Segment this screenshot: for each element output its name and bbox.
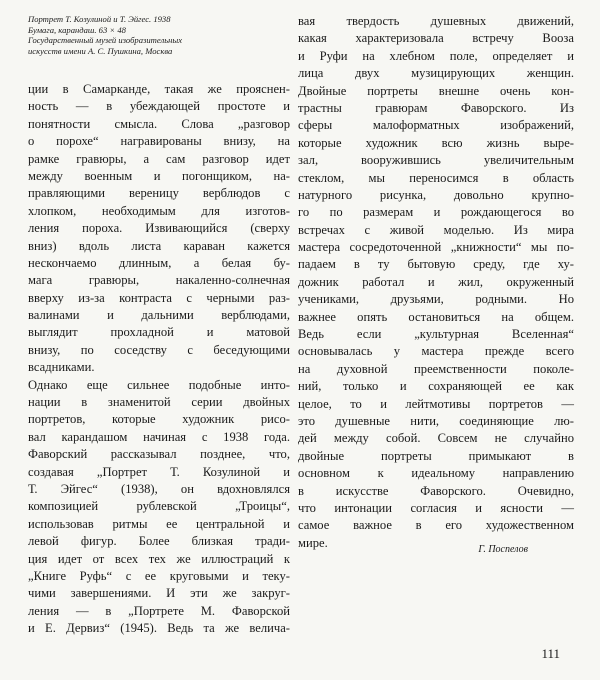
text-line: левой фигур. Более близкая тради-	[28, 534, 290, 549]
text-line: ция идет от всех тех же иллюстраций к	[28, 551, 290, 566]
text-line: учениками, друзьями, родными. Но	[298, 292, 574, 307]
text-line: ления пороха. Извивающийся (сверху	[28, 221, 290, 236]
text-line: использовав ритмы ее центральной и	[28, 516, 290, 531]
text-line: натурного рисунка, довольно крупно-	[298, 187, 574, 202]
right-text-column	[298, 13, 574, 552]
text-line: хлопком, необходимым для изготов-	[28, 203, 290, 218]
text-line: нескончаемо длинным, а белая бу-	[28, 255, 290, 270]
text-line: Фаворский рассказывал позднее, что,	[28, 447, 290, 462]
text-line: ность — в убеждающей простоте и	[28, 99, 290, 114]
text-line: что интонации согласия и ясности —	[298, 500, 574, 515]
text-line: между военным и погонщиком, на-	[28, 168, 290, 183]
text-line: и Руфи на хлебном поле, определяет и	[298, 48, 574, 63]
text-line: падаем в ту бытовую среду, где ху-	[298, 257, 574, 272]
text-line: в искусстве Фаворского. Очевидно,	[298, 483, 574, 498]
text-line: на духовной преемственности поколе-	[298, 361, 574, 376]
text-line: вверху из-за контраста с черными раз-	[28, 290, 290, 305]
text-line: зал, вооружившись увеличительным	[298, 153, 574, 168]
text-line: мага гравюры, накаленно-солнечная	[28, 273, 290, 288]
text-line: внизу, по соседству с беседующими	[28, 342, 290, 357]
text-line: Т. Эйгес“ (1938), он вдохновлялся	[28, 481, 290, 496]
text-line: основывалась у мастера прежде всего	[298, 344, 574, 359]
text-line: го по размерам и рождающегося во	[298, 205, 574, 220]
text-line: портретов, которые художник рисо-	[28, 412, 290, 427]
caption-line: Бумага, карандаш. 63 × 48	[28, 24, 126, 35]
text-line: чими завершениями. И эти же закруг-	[28, 586, 290, 601]
text-line: сферы малоформатных изображений,	[298, 118, 574, 133]
text-line: стеклом, мы переносимся в область	[298, 170, 574, 185]
text-line: рамке гравюры, а сам разговор идет	[28, 151, 290, 166]
left-text-column	[28, 81, 290, 638]
text-line: о порохе“ награвированы внизу, на	[28, 134, 290, 149]
text-line: вниз) вдоль листа караван кажется	[28, 238, 290, 253]
text-line: создавая „Портрет Т. Козулиной и	[28, 464, 290, 479]
page-number: 111	[541, 646, 560, 661]
text-line: которые художник всю жизнь выре-	[298, 135, 574, 150]
text-line: основном к идеальному направлению	[298, 466, 574, 481]
text-line: целое, то и лейтмотивы портретов —	[298, 396, 574, 411]
text-line: понятности смысла. Слова „разговор	[28, 116, 290, 131]
text-line: валинами и дальними верблюдами,	[28, 308, 290, 323]
text-line: вал карандашом начиная с 1938 года.	[28, 429, 290, 444]
text-line: ции в Самарканде, такая же прояснен-	[28, 82, 290, 96]
text-line: самое важное в его художественном	[298, 518, 574, 533]
text-line: мире.	[298, 535, 328, 550]
text-line: вая твердость душевных движений,	[298, 14, 574, 28]
text-line: это душевные нити, соединяющие лю-	[298, 413, 574, 428]
text-line: всадниками.	[28, 360, 95, 375]
caption-line: Государственный музей изобразительных	[28, 35, 183, 45]
text-line: и Е. Дервиз“ (1945). Ведь та же велича-	[28, 621, 290, 636]
text-line: Двойные портреты внешне очень кон-	[298, 83, 574, 98]
text-line: дожник работал и жил, окруженный	[298, 274, 574, 289]
text-line: встречах с живой моделью. Из мира	[298, 222, 574, 237]
text-line: ления — в „Портрете М. Фаворской	[28, 603, 290, 618]
text-line: композицией рублевской „Троицы“,	[28, 499, 290, 514]
text-line: важнее опять остановиться на общем.	[298, 309, 574, 324]
caption-line: Портрет Т. Козулиной и Т. Эйгес. 1938	[28, 14, 171, 24]
text-line: мастера сосредоточенной „книжности“ мы по-	[298, 240, 574, 255]
text-line: двойные портреты примыкают в	[298, 448, 574, 463]
text-line: выглядит прохладной и матовой	[28, 325, 290, 340]
text-line: нации в знаменитой серии двойных	[28, 395, 290, 410]
text-line: „Книге Руфь“ с ее круговыми и теку-	[28, 568, 290, 583]
text-line: какая характеризовала встречу Вооза	[298, 31, 574, 46]
text-line: лица двух музицирующих женщин.	[298, 66, 574, 81]
text-line: Однако еще сильнее подобные инто-	[28, 377, 290, 392]
text-line: трастны гравюрам Фаворского. Из	[298, 100, 574, 115]
text-line: ний, только и сохраняющей ее как	[298, 379, 574, 394]
text-line: правляющими вереницу верблюдов с	[28, 186, 290, 201]
text-line: дей между собой. Совсем не случайно	[298, 431, 574, 446]
illustration-caption	[28, 14, 278, 56]
caption-line: искусств имени А. С. Пушкина, Москва	[28, 45, 173, 56]
author-signature: Г. Поспелов	[478, 544, 528, 555]
text-line: Ведь если „культурная Вселенная“	[298, 327, 574, 342]
